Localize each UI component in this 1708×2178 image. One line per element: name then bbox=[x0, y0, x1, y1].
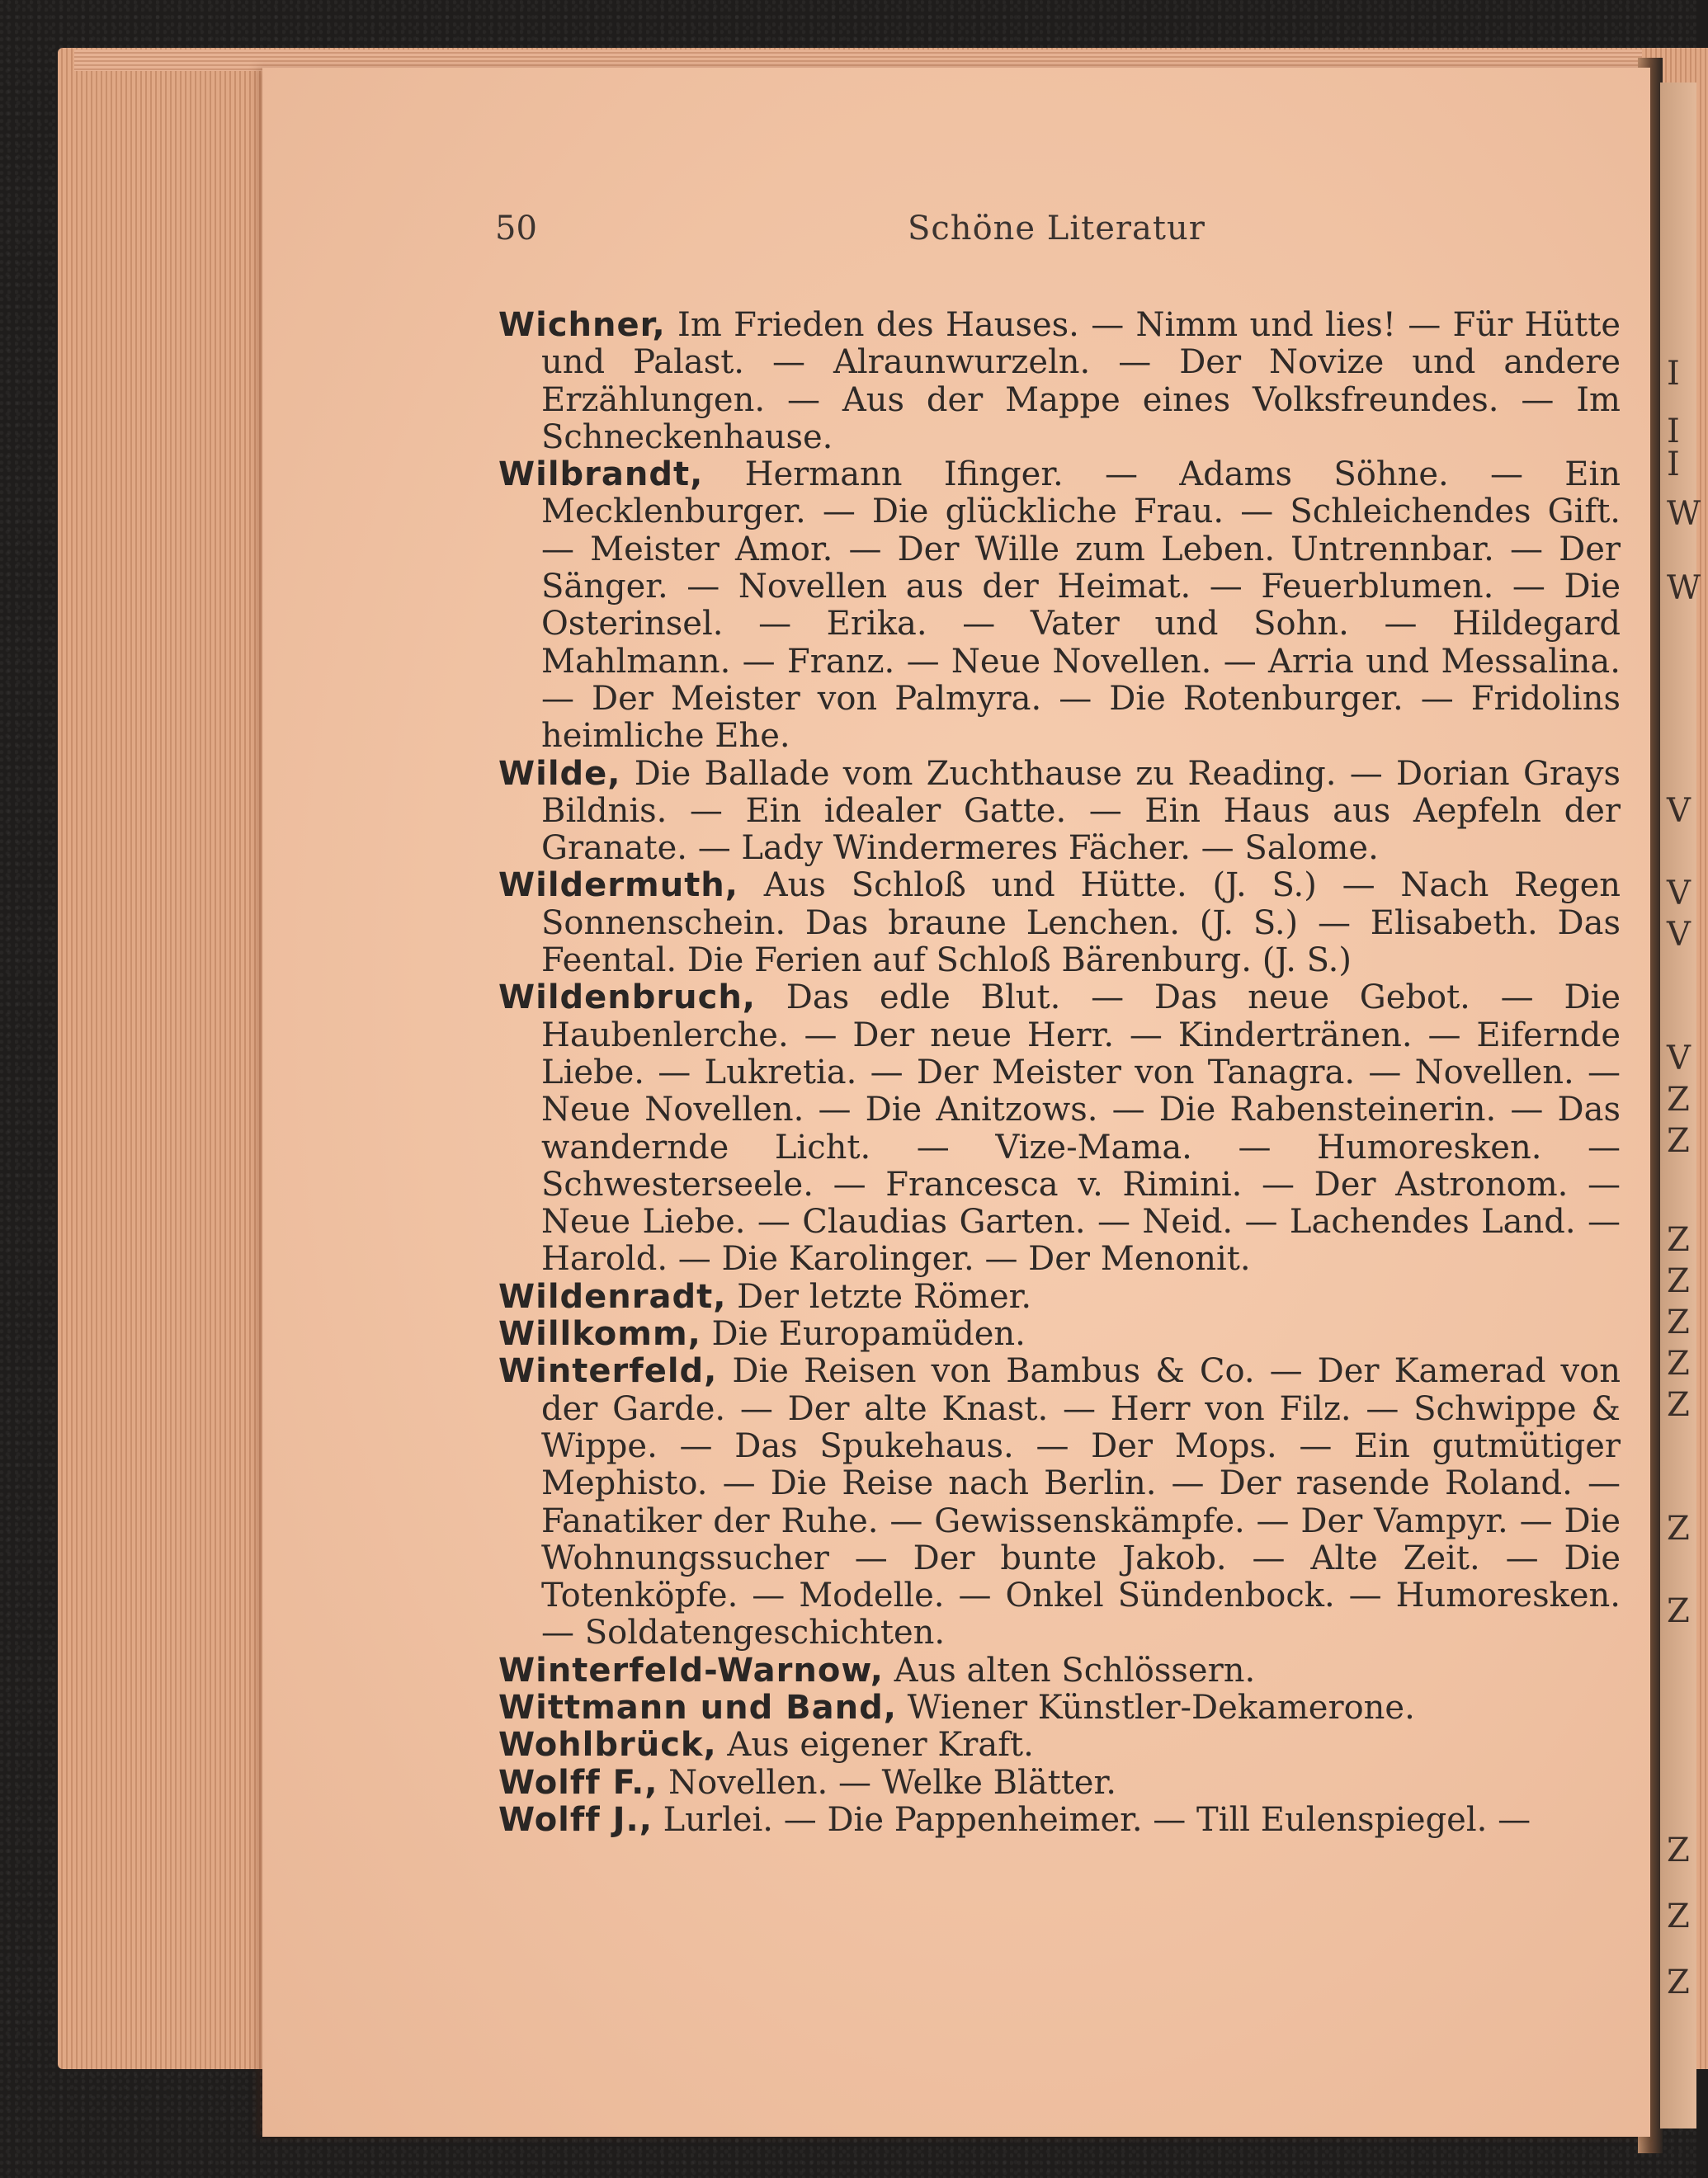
index-entry bbox=[498, 1765, 1621, 1802]
index-entry bbox=[498, 456, 1621, 755]
facing-letter: Z bbox=[1667, 1221, 1690, 1259]
index-entry bbox=[498, 1316, 1621, 1353]
author-name: Winterfeld, bbox=[498, 1352, 718, 1391]
facing-letter: Z bbox=[1667, 1964, 1690, 2001]
facing-letter: I bbox=[1667, 355, 1680, 393]
works-list: Novellen. — Welke Blätter. bbox=[658, 1763, 1116, 1802]
facing-letter: Z bbox=[1667, 1592, 1690, 1630]
works-list: Im Frieden des Hauses. — Nimm und lies! — Für Hütte und Palast. — Alraunwurzeln. — Der Novize und andere Erzählungen. — Aus der Mappe eines Volksfreundes. — Im Schneckenhause. bbox=[541, 306, 1621, 456]
facing-letter: W bbox=[1667, 495, 1701, 533]
works-list: Der letzte Römer. bbox=[726, 1277, 1032, 1316]
author-name: Wilbrandt, bbox=[498, 455, 704, 494]
facing-letter: Z bbox=[1667, 1898, 1690, 1935]
author-name: Wohlbrück, bbox=[498, 1726, 717, 1765]
works-list: Lurlei. — Die Pappenheimer. — Till Eulenspiegel. — bbox=[652, 1800, 1531, 1839]
author-name: Wittmann und Band, bbox=[498, 1688, 897, 1727]
author-name: Wildenradt, bbox=[498, 1277, 727, 1316]
facing-letter: I bbox=[1667, 412, 1680, 450]
facing-letter: Z bbox=[1667, 1510, 1690, 1548]
facing-letter: Z bbox=[1667, 1081, 1690, 1119]
index-entry bbox=[498, 1652, 1621, 1690]
works-list: Aus eigener Kraft. bbox=[716, 1726, 1034, 1765]
page-header bbox=[495, 210, 1403, 259]
index-entry bbox=[498, 1727, 1621, 1764]
page-number: 50 bbox=[495, 210, 537, 248]
facing-letter: I bbox=[1667, 446, 1680, 483]
index-entry bbox=[498, 756, 1621, 868]
works-list: Aus alten Schlössern. bbox=[883, 1651, 1256, 1690]
works-list: Hermann Ifinger. — Adams Söhne. — Ein Mecklenburger. — Die glückliche Frau. — Schleichendes Gift. — Meister Amor. — Der Wille zum Leben. Untrennbar. — Der Sänger. — Novellen aus der Heimat. — Feuerblumen. — Die Osterinsel. — Erika. — Vater und Sohn. — Hildegard Mahlmann. — Franz. — Neue Novellen. — Arria und Messalina. — Der Meister von Palmyra. — Die Rotenburger. — Fridolins heimliche Ehe. bbox=[541, 455, 1621, 756]
facing-letter: Z bbox=[1667, 1304, 1690, 1341]
author-name: Willkomm, bbox=[498, 1315, 701, 1354]
author-name: Wildenbruch, bbox=[498, 978, 756, 1017]
works-list: Aus Schloß und Hütte. (J. S.) — Nach Regen Sonnenschein. Das braune Lenchen. (J. S.) — Elisabeth. Das Feental. Die Ferien auf Schloß Bärenburg. (J. S.) bbox=[541, 866, 1621, 980]
works-list: Wiener Künstler-Dekamerone. bbox=[896, 1688, 1415, 1727]
works-list: Die Europamüden. bbox=[701, 1315, 1026, 1354]
works-list: Die Ballade vom Zuchthause zu Reading. — Dorian Grays Bildnis. — Ein idealer Gatte. — Ein Haus aus Aepfeln der Granate. — Lady Windermeres Fächer. — Salome. bbox=[541, 754, 1621, 868]
author-index bbox=[498, 307, 1621, 1839]
index-entry bbox=[498, 1802, 1621, 1839]
running-head: Schöne Literatur bbox=[908, 210, 1206, 248]
index-entry bbox=[498, 307, 1621, 456]
facing-letter: Z bbox=[1667, 1386, 1690, 1424]
facing-letter: V bbox=[1667, 1040, 1691, 1077]
facing-letter: Z bbox=[1667, 1122, 1690, 1160]
index-entry bbox=[498, 979, 1621, 1278]
works-list: Die Reisen von Bambus & Co. — Der Kamerad von der Garde. — Der alte Knast. — Herr von Filz. — Schwippe & Wippe. — Das Spukehaus. — Der Mops. — Ein gutmütiger Mephisto. — Die Reise nach Berlin. — Der rasende Roland. — Fanatiker der Ruhe. — Gewissenskämpfe. — Der Vampyr. — Die Wohnungssucher — Der bunte Jakob. — Alte Zeit. — Die Totenköpfe. — Modelle. — Onkel Sündenbock. — Humoresken. — Soldatengeschichten. bbox=[541, 1352, 1621, 1652]
works-list: Das edle Blut. — Das neue Gebot. — Die Haubenlerche. — Der neue Herr. — Kindertränen. — Eifernde Liebe. — Lukretia. — Der Meister von Tanagra. — Novellen. — Neue Novellen. — Die Anitzows. — Die Rabensteinerin. — Das wandernde Licht. — Vize-Mama. — Humoresken. — Schwesterseele. — Francesca v. Rimini. — Der Astronom. — Neue Liebe. — Claudias Garten. — Neid. — Lachendes Land. — Harold. — Die Karolinger. — Der Menonit. bbox=[541, 978, 1621, 1279]
index-entry bbox=[498, 1279, 1621, 1316]
index-entry bbox=[498, 1353, 1621, 1652]
facing-letter: V bbox=[1667, 874, 1691, 912]
author-name: Wichner, bbox=[498, 306, 666, 344]
author-name: Winterfeld-Warnow, bbox=[498, 1651, 884, 1690]
facing-letter: W bbox=[1667, 569, 1701, 607]
author-name: Wildermuth, bbox=[498, 866, 738, 905]
author-name: Wolff J., bbox=[498, 1800, 653, 1839]
index-entry bbox=[498, 867, 1621, 979]
facing-letter: V bbox=[1667, 916, 1691, 954]
author-name: Wolff F., bbox=[498, 1763, 658, 1802]
facing-letter: Z bbox=[1667, 1345, 1690, 1383]
facing-letter: Z bbox=[1667, 1832, 1690, 1869]
facing-letter: Z bbox=[1667, 1262, 1690, 1300]
index-entry bbox=[498, 1690, 1621, 1727]
author-name: Wilde, bbox=[498, 754, 621, 793]
facing-page-edge bbox=[1660, 82, 1701, 2128]
facing-letter: V bbox=[1667, 792, 1691, 830]
